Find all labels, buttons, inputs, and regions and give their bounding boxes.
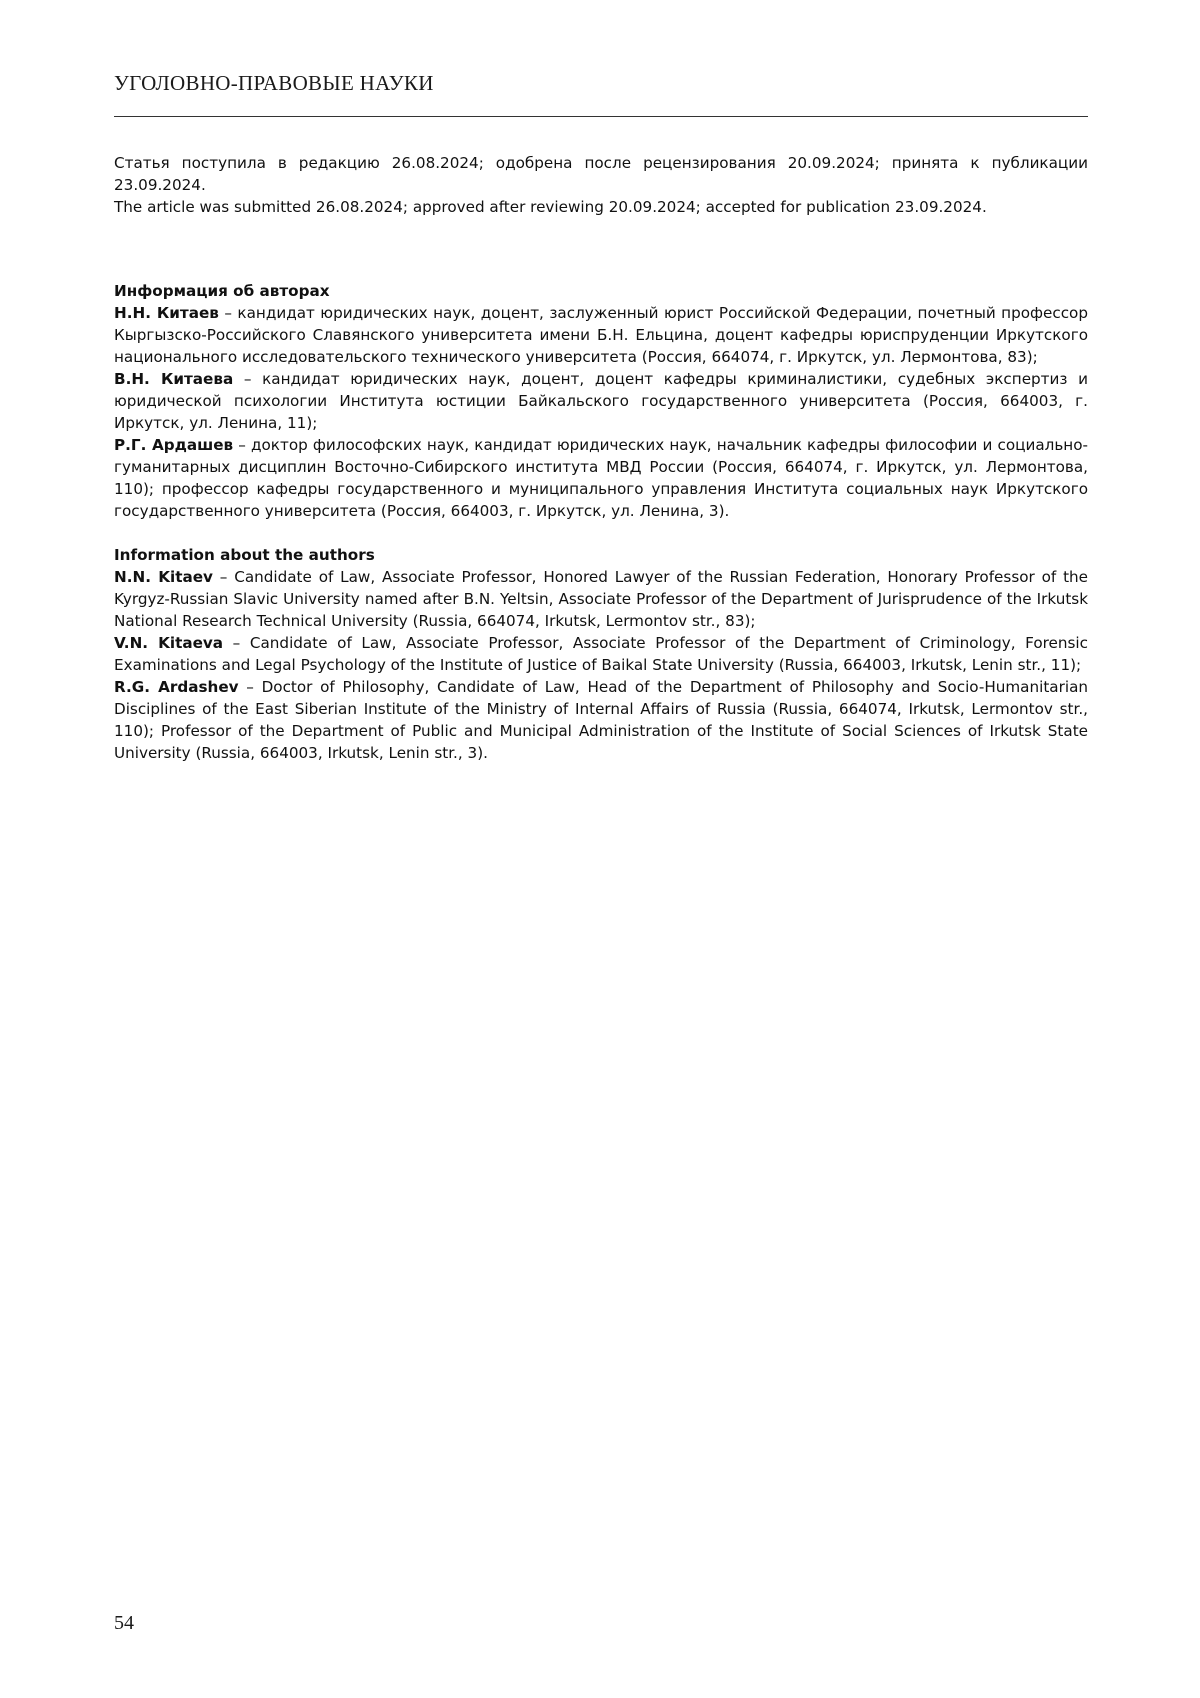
author-details-en: – Candidate of Law, Associate Professor, Honored Lawyer of the Russian Federation, Honorary Professor of the Kyrgyz-Russian Slavic University named after B.N. Yeltsin, Associate Professor of the Department of Jurisprudence of the Irkutsk National Research Technical University (Russia, 664074, Irkutsk, Lermontov str., 83); bbox=[114, 568, 1088, 630]
author-details-en: – Candidate of Law, Associate Professor, Associate Professor of the Department of Criminology, Forensic Examinations and Legal Psychology of the Institute of Justice of Baikal State University (Russia, 664003, Irkutsk, Lenin str., 11); bbox=[114, 634, 1088, 674]
author-details-en: – Doctor of Philosophy, Candidate of Law, Head of the Department of Philosophy and Socio-Humanitarian Disciplines of the East Siberian Institute of the Ministry of Internal Affairs of Russia (Russia, 664074, Irkutsk, Lermontov str., 110); Professor of the Department of Public and Municipal Administration of the Institute of Social Sciences of Irkutsk State University (Russia, 664003, Irkutsk, Lenin str., 3). bbox=[114, 678, 1088, 762]
author-name-en: V.N. Kitaeva bbox=[114, 634, 223, 652]
author-entry-ru bbox=[114, 434, 1088, 522]
dates-ru: Статья поступила в редакцию 26.08.2024; одобрена после рецензирования 20.09.2024; принята к публикации 23.09.2024. bbox=[114, 152, 1088, 196]
authors-heading-en: Information about the authors bbox=[114, 544, 1088, 566]
page-content bbox=[114, 152, 1088, 786]
authors-heading-ru: Информация об авторах bbox=[114, 280, 1088, 302]
author-entry-ru bbox=[114, 368, 1088, 434]
submission-dates bbox=[114, 152, 1088, 218]
authors-info-en bbox=[114, 544, 1088, 764]
authors-info-ru bbox=[114, 280, 1088, 522]
author-name-en: R.G. Ardashev bbox=[114, 678, 239, 696]
author-details-ru: – кандидат юридических наук, доцент, доцент кафедры криминалистики, судебных экспертиз и юридической психологии Института юстиции Байкальского государственного университета (Россия, 664003, г. Иркутск, ул. Ленина, 11); bbox=[114, 370, 1088, 432]
author-details-ru: – кандидат юридических наук, доцент, заслуженный юрист Российской Федерации, почетный профессор Кыргызско-Российского Славянского университета имени Б.Н. Ельцина, доцент кафедры юриспруденции Иркутского национального исследовательского технического университета (Россия, 664074, г. Иркутск, ул. Лермонтова, 83); bbox=[114, 304, 1088, 366]
author-entry-en bbox=[114, 632, 1088, 676]
header-rule bbox=[114, 116, 1088, 117]
author-details-ru: – доктор философских наук, кандидат юридических наук, начальник кафедры философии и социально-гуманитарных дисциплин Восточно-Сибирского института МВД России (Россия, 664074, г. Иркутск, ул. Лермонтова, 110); профессор кафедры государственного и муниципального управления Института социальных наук Иркутского государственного университета (Россия, 664003, г. Иркутск, ул. Ленина, 3). bbox=[114, 436, 1088, 520]
author-name-ru: Н.Н. Китаев bbox=[114, 304, 219, 322]
author-entry-en bbox=[114, 676, 1088, 764]
page-number: 54 bbox=[114, 1612, 134, 1635]
author-entry-en bbox=[114, 566, 1088, 632]
running-header: УГОЛОВНО-ПРАВОВЫЕ НАУКИ bbox=[114, 71, 434, 96]
author-name-en: N.N. Kitaev bbox=[114, 568, 213, 586]
author-name-ru: В.Н. Китаева bbox=[114, 370, 233, 388]
dates-en: The article was submitted 26.08.2024; approved after reviewing 20.09.2024; accepted for publication 23.09.2024. bbox=[114, 196, 1088, 218]
author-entry-ru bbox=[114, 302, 1088, 368]
author-name-ru: Р.Г. Ардашев bbox=[114, 436, 233, 454]
